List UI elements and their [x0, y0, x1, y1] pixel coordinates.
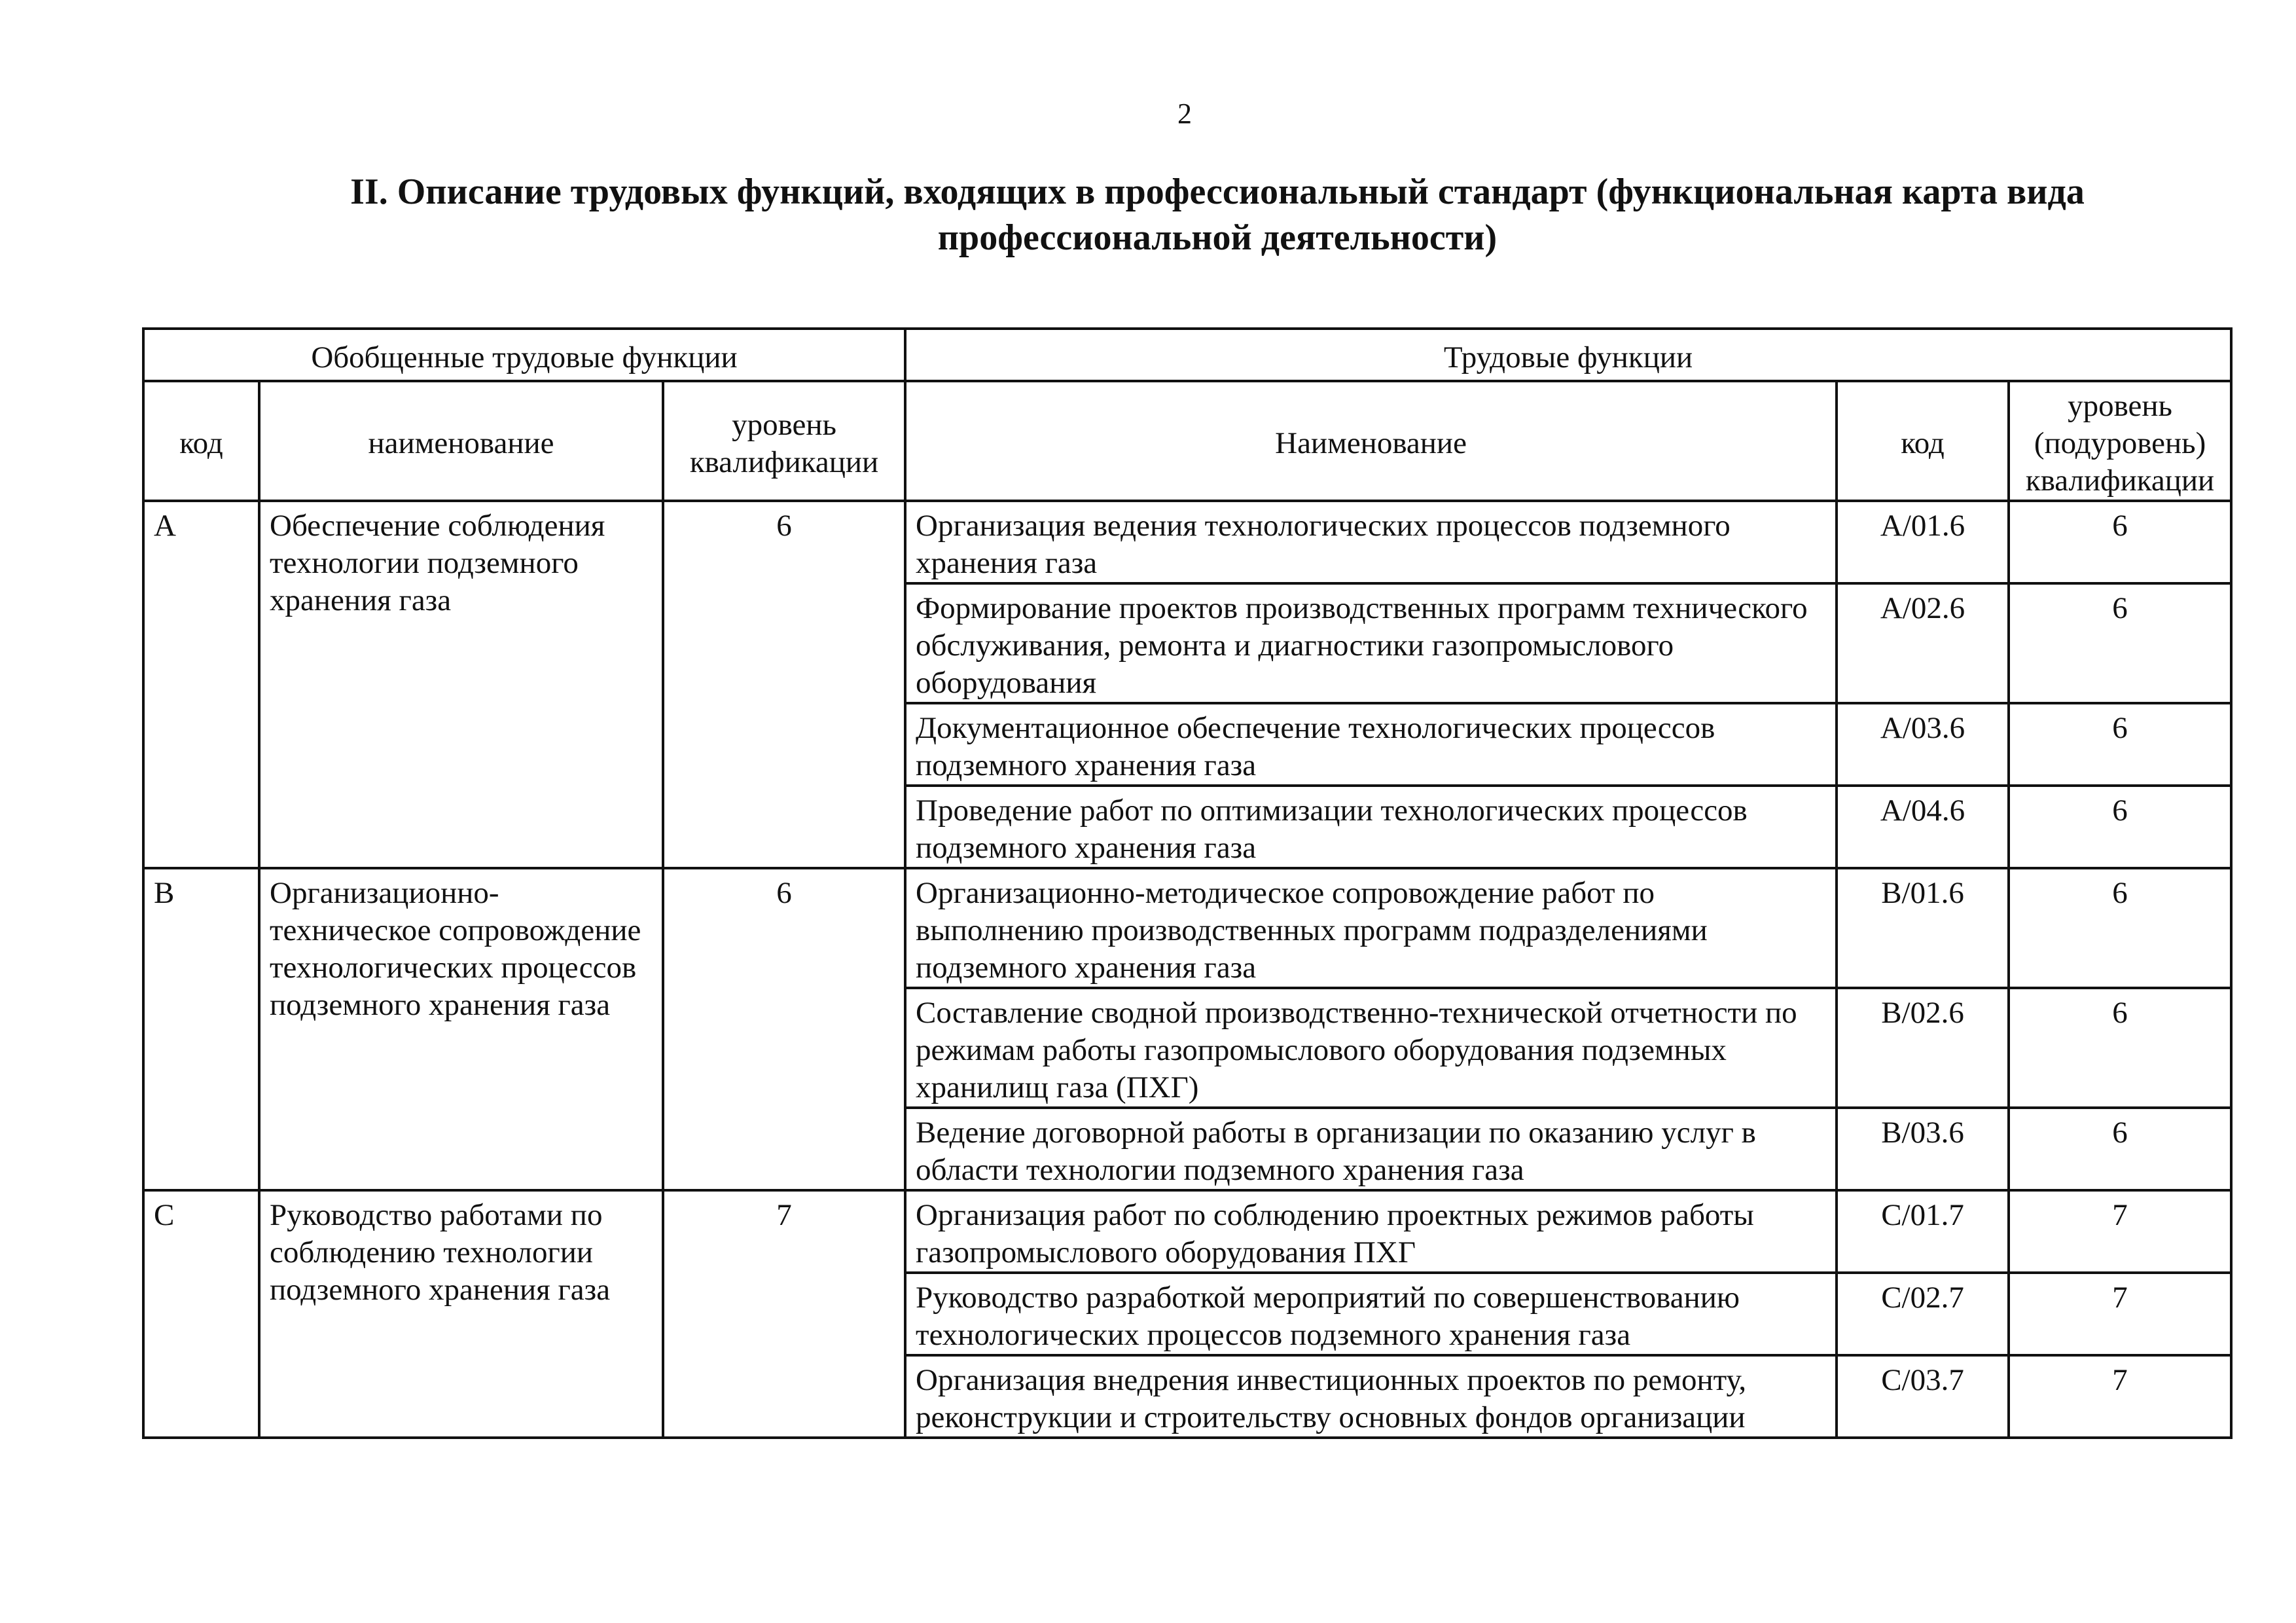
gen-code-cell: B: [143, 868, 259, 1190]
tf-level-cell: 6: [2009, 703, 2231, 786]
tf-code-cell: C/02.7: [1837, 1273, 2009, 1355]
gen-name-cell: Организационно-техническое сопровождение технологических процессов подземного хранения газа: [259, 868, 663, 1190]
header-gen-name: наименование: [259, 381, 663, 501]
tf-level-cell: 7: [2009, 1355, 2231, 1438]
header-tf-name: Наименование: [905, 381, 1837, 501]
tf-level-cell: 7: [2009, 1190, 2231, 1273]
tf-code-cell: B/01.6: [1837, 868, 2009, 988]
tf-level-cell: 7: [2009, 1273, 2231, 1355]
header-tf-level: уровень (подуровень) квалификации: [2009, 381, 2231, 501]
gen-name-cell: Руководство работами по соблюдению технологии подземного хранения газа: [259, 1190, 663, 1438]
functional-map-table: [142, 327, 2233, 1439]
section-title: [301, 169, 2134, 261]
table-row: [143, 1190, 2231, 1273]
tf-level-cell: 6: [2009, 988, 2231, 1108]
tf-code-cell: B/02.6: [1837, 988, 2009, 1108]
tf-code-cell: C/01.7: [1837, 1190, 2009, 1273]
tf-code-cell: B/03.6: [1837, 1108, 2009, 1190]
tf-name-cell: Руководство разработкой мероприятий по совершенствованию технологических процессов подземного хранения газа: [905, 1273, 1837, 1355]
tf-name-cell: Организация ведения технологических процессов подземного хранения газа: [905, 501, 1837, 583]
tf-level-cell: 6: [2009, 786, 2231, 868]
tf-code-cell: A/04.6: [1837, 786, 2009, 868]
gen-name-cell: Обеспечение соблюдения технологии подземного хранения газа: [259, 501, 663, 868]
gen-level-cell: 6: [663, 501, 905, 868]
gen-level-cell: 7: [663, 1190, 905, 1438]
tf-code-cell: C/03.7: [1837, 1355, 2009, 1438]
table-row: [143, 868, 2231, 988]
section-title-line-1: II. Описание трудовых функций, входящих в профессиональный стандарт (функциональная карта вида: [350, 172, 2085, 212]
tf-level-cell: 6: [2009, 868, 2231, 988]
tf-code-cell: A/01.6: [1837, 501, 2009, 583]
tf-name-cell: Составление сводной производственно-технической отчетности по режимам работы газопромыслового оборудования подземных хранилищ газа (ПХГ): [905, 988, 1837, 1108]
section-title-line-2: профессиональной деятельности): [937, 217, 1498, 258]
header-gen-code: код: [143, 381, 259, 501]
tf-name-cell: Организационно-методическое сопровождение работ по выполнению производственных программ подразделениями подземного хранения газа: [905, 868, 1837, 988]
header-generalized-functions: Обобщенные трудовые функции: [143, 329, 905, 381]
tf-name-cell: Формирование проектов производственных программ технического обслуживания, ремонта и диагностики газопромыслового оборудования: [905, 583, 1837, 703]
header-group-row: [143, 329, 2231, 381]
tf-name-cell: Ведение договорной работы в организации по оказанию услуг в области технологии подземного хранения газа: [905, 1108, 1837, 1190]
header-gen-level: уровень квалификации: [663, 381, 905, 501]
tf-level-cell: 6: [2009, 1108, 2231, 1190]
tf-code-cell: A/03.6: [1837, 703, 2009, 786]
tf-name-cell: Организация работ по соблюдению проектных режимов работы газопромыслового оборудования ПХГ: [905, 1190, 1837, 1273]
table-row: [143, 501, 2231, 583]
tf-name-cell: Организация внедрения инвестиционных проектов по ремонту, реконструкции и строительству основных фондов организации: [905, 1355, 1837, 1438]
tf-name-cell: Документационное обеспечение технологических процессов подземного хранения газа: [905, 703, 1837, 786]
gen-code-cell: A: [143, 501, 259, 868]
gen-code-cell: C: [143, 1190, 259, 1438]
header-labor-functions: Трудовые функции: [905, 329, 2231, 381]
tf-code-cell: A/02.6: [1837, 583, 2009, 703]
header-tf-code: код: [1837, 381, 2009, 501]
header-columns-row: [143, 381, 2231, 501]
tf-level-cell: 6: [2009, 501, 2231, 583]
gen-level-cell: 6: [663, 868, 905, 1190]
tf-name-cell: Проведение работ по оптимизации технологических процессов подземного хранения газа: [905, 786, 1837, 868]
tf-level-cell: 6: [2009, 583, 2231, 703]
page-number: 2: [1177, 98, 1192, 130]
